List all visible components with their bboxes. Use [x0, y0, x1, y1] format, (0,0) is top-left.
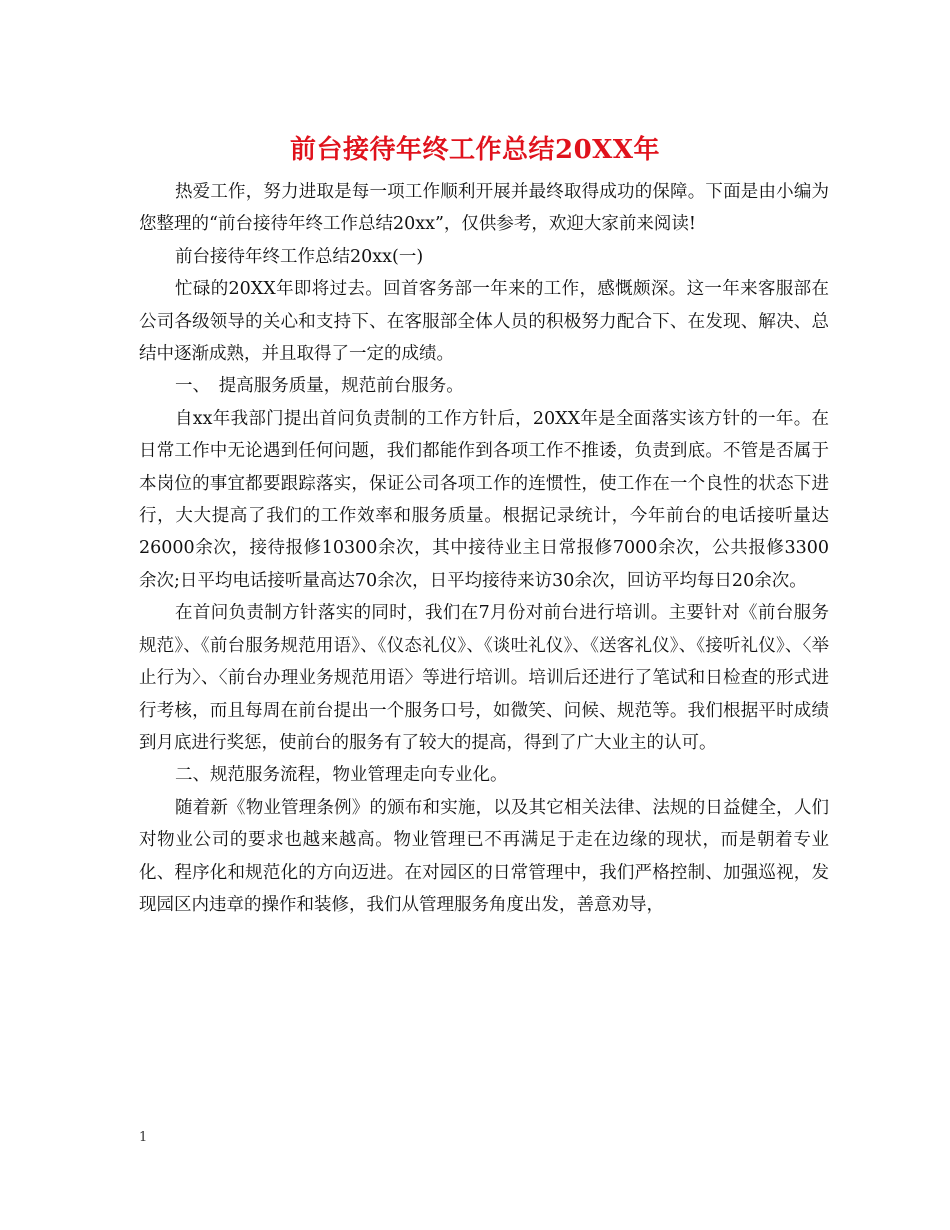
paragraph-training: 在首问负责制方针落实的同时，我们在7月份对前台进行培训。主要针对《前台服务规范》、《前台服务规范用语》、《仪态礼仪》、《谈吐礼仪》、《送客礼仪》、《接听礼仪》、〈举止行为〉、〈前台办理业务规范用语〉等进行培训。培训后还进行了笔试和日检查的形式进行考核，而且每周在前台提出一个服务口号，如微笑、问候、规范等。我们根据平时成绩到月底进行奖惩，使前台的服务有了较大的提高，得到了广大业主的认可。: [139, 603, 829, 753]
paragraph-subtitle: 前台接待年终工作总结20xx(一): [175, 246, 424, 267]
paragraph-overview: 忙碌的20XX年即将过去。回首客务部一年来的工作，感慨颇深。这一年来客服部在公司各级领导的关心和支持下、在客服部全体人员的积极努力配合下、在发现、解决、总结中逐渐成熟，并且取得了一定的成绩。: [139, 279, 829, 365]
paragraph-first-responsibility: 自xx年我部门提出首问负责制的工作方针后，20XX年是全面落实该方针的一年。在日常工作中无论遇到任何问题，我们都能作到各项工作不推诿，负责到底。不管是否属于本岗位的事宜都要跟踪落实，保证公司各项工作的连惯性，使工作在一个良性的状态下进行，大大提高了我们的工作效率和服务质量。根据记录统计，今年前台的电话接听量达26000余次，接待报修10300余次，其中接待业主日常报修7000余次，公共报修3300余次;日平均电话接听量高达70余次，日平均接待来访30余次，回访平均每日20余次。: [139, 408, 829, 591]
paragraph-intro: 热爱工作，努力进取是每一项工作顺利开展并最终取得成功的保障。下面是由小编为您整理的“前台接待年终工作总结20xx”，仅供参考，欢迎大家前来阅读!: [139, 182, 829, 235]
section-heading-1: 一、 提高服务质量，规范前台服务。: [175, 376, 464, 397]
section-heading-2: 二、规范服务流程，物业管理走向专业化。: [175, 765, 508, 786]
page-number: 1: [139, 1130, 148, 1145]
document-title: 前台接待年终工作总结20XX年: [289, 135, 661, 165]
paragraph-regulations: 随着新《物业管理条例》的颁布和实施，以及其它相关法律、法规的日益健全，人们对物业公司的要求也越来越高。物业管理已不再满足于走在边缘的现状，而是朝着专业化、程序化和规范化的方向迈进。在对园区的日常管理中，我们严格控制、加强巡视，发现园区内违章的操作和装修，我们从管理服务角度出发，善意劝导，: [139, 797, 829, 915]
document-body: [139, 176, 829, 921]
